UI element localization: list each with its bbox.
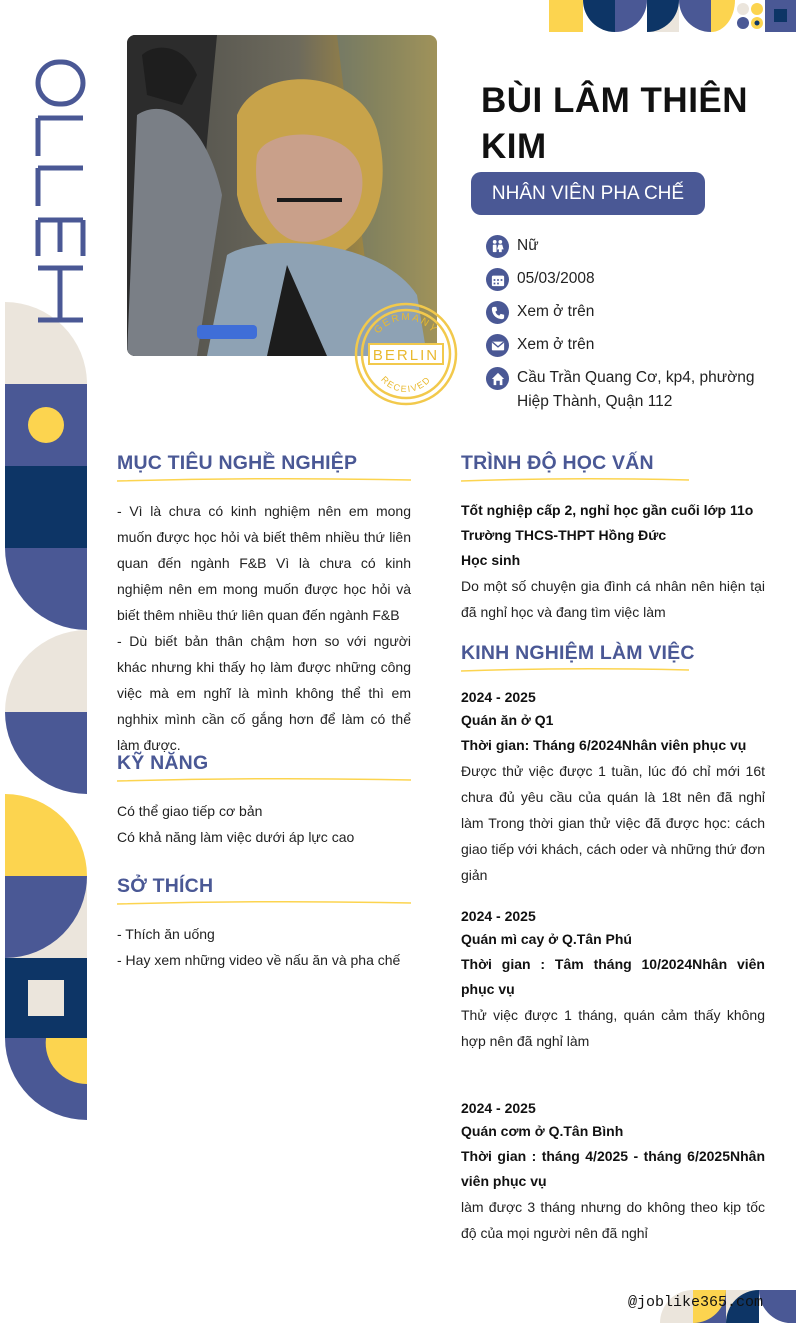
experience-place: Quán ăn ở Q1 xyxy=(461,712,554,728)
education-status: Học sinh xyxy=(461,552,521,568)
info-row-phone xyxy=(486,300,776,324)
stamp-bottom-text: RECEIVED xyxy=(379,374,433,395)
section-title: MỤC TIÊU NGHỀ NGHIỆP xyxy=(117,452,358,474)
section-title: KỸ NĂNG xyxy=(117,752,209,774)
experience-item xyxy=(461,905,765,1054)
experience-years: 2024 - 2025 xyxy=(461,1100,536,1116)
career-objective-section xyxy=(117,452,411,758)
objective-paragraph-2: - Dù biết bản thân chậm hơn so với người khác nhưng khi thấy họ làm được những công việc mà em nghĩ là mình không thể thì em nghhix mình cần cố gắng hơn để làm có thể làm được. xyxy=(117,633,411,753)
education-school: Trường THCS-THPT Hồng Đức xyxy=(461,527,667,543)
section-underline xyxy=(461,667,689,673)
gender-icon xyxy=(486,235,509,258)
email-icon xyxy=(486,334,509,357)
phone-icon xyxy=(486,301,509,324)
hello-decorative-text xyxy=(14,40,96,340)
experience-description: làm được 3 tháng nhưng do không theo kịp tốc độ của mọi người nên đã nghỉ xyxy=(461,1199,765,1241)
calendar-icon xyxy=(486,268,509,291)
home-icon xyxy=(486,367,509,390)
top-decorative-pattern xyxy=(549,0,796,32)
objective-paragraph-1: - Vì là chưa có kinh nghiệm nên em mong muốn được học hỏi và biết thêm nhiều thứ liên quan đến ngành F&B Vì là chưa có kinh nghiệm nên em mong muốn được học hỏi và biết thêm nhiều thứ liên quan đến ngành F&B xyxy=(117,503,411,623)
experience-description: Được thử việc được 1 tuần, lúc đó chỉ mới 16t chưa đủ yêu cầu của quán là 18t nên đã nghỉ làm Trong thời gian thử việc đã được học: cách giao tiếp với khách, cách oder và những thứ đơn giản xyxy=(461,763,765,883)
name-line-1: BÙI LÂM THIÊN xyxy=(481,81,749,120)
section-underline xyxy=(117,900,411,906)
experience-time: Thời gian: Tháng 6/2024Nhân viên phục vụ xyxy=(461,737,747,753)
info-row-address xyxy=(486,366,776,414)
section-underline xyxy=(461,477,689,483)
experience-time: Thời gian : Tâm tháng 10/2024Nhân viên phục vụ xyxy=(461,956,765,997)
hobby-item: - Hay xem những video về nấu ăn và pha chế xyxy=(117,952,401,968)
address-text xyxy=(517,366,755,414)
berlin-stamp-image xyxy=(352,300,460,408)
job-title-badge: NHÂN VIÊN PHA CHẾ xyxy=(471,172,705,215)
experience-years: 2024 - 2025 xyxy=(461,908,536,924)
education-degree: Tốt nghiệp cấp 2, nghỉ học gần cuối lớp 11o xyxy=(461,502,754,518)
section-underline xyxy=(117,777,411,783)
experience-place: Quán cơm ở Q.Tân Bình xyxy=(461,1123,624,1139)
birthday-text: 05/03/2008 xyxy=(517,270,595,287)
stamp-middle-text: BERLIN xyxy=(372,347,440,364)
skill-item: Có khả năng làm việc dưới áp lực cao xyxy=(117,829,355,845)
name-line-2: KIM xyxy=(481,127,547,166)
footer-website[interactable]: @joblike365.com xyxy=(628,1294,764,1311)
experience-item xyxy=(461,686,765,888)
hobby-item: - Thích ăn uống xyxy=(117,926,215,942)
info-row-email xyxy=(486,333,776,357)
gender-text: Nữ xyxy=(517,237,539,254)
experience-description: Thử việc được 1 tháng, quán cảm thấy không hợp nên đã nghỉ làm xyxy=(461,1007,765,1049)
section-title: TRÌNH ĐỘ HỌC VẤN xyxy=(461,452,654,474)
info-row-gender xyxy=(486,234,776,258)
info-row-birthday xyxy=(486,267,776,291)
candidate-name xyxy=(481,78,781,170)
section-title: KINH NGHIỆM LÀM VIỆC xyxy=(461,642,695,664)
experience-place: Quán mì cay ở Q.Tân Phú xyxy=(461,931,632,947)
phone-text: Xem ở trên xyxy=(517,303,595,320)
section-title: SỞ THÍCH xyxy=(117,875,214,897)
stamp-top-text: GERMANY xyxy=(372,311,440,337)
experience-time: Thời gian : tháng 4/2025 - tháng 6/2025Nhân viên phục vụ xyxy=(461,1148,765,1189)
education-section xyxy=(461,452,765,625)
email-text: Xem ở trên xyxy=(517,336,595,353)
work-experience-section xyxy=(461,642,765,1246)
skill-item: Có thể giao tiếp cơ bản xyxy=(117,803,263,819)
svg-text:RECEIVED xyxy=(379,374,433,394)
education-description: Do một số chuyện gia đình cá nhân nên hiện tại đã nghỉ học và đang tìm việc làm xyxy=(461,578,765,620)
hobbies-section xyxy=(117,875,411,973)
experience-years: 2024 - 2025 xyxy=(461,689,536,705)
address-line-1: Cầu Trần Quang Cơ, kp4, phường xyxy=(517,369,755,386)
experience-item xyxy=(461,1097,765,1246)
section-underline xyxy=(117,477,411,483)
personal-info-list xyxy=(486,234,776,423)
skills-section xyxy=(117,752,411,850)
address-line-2: Hiệp Thành, Quận 112 xyxy=(517,393,673,410)
